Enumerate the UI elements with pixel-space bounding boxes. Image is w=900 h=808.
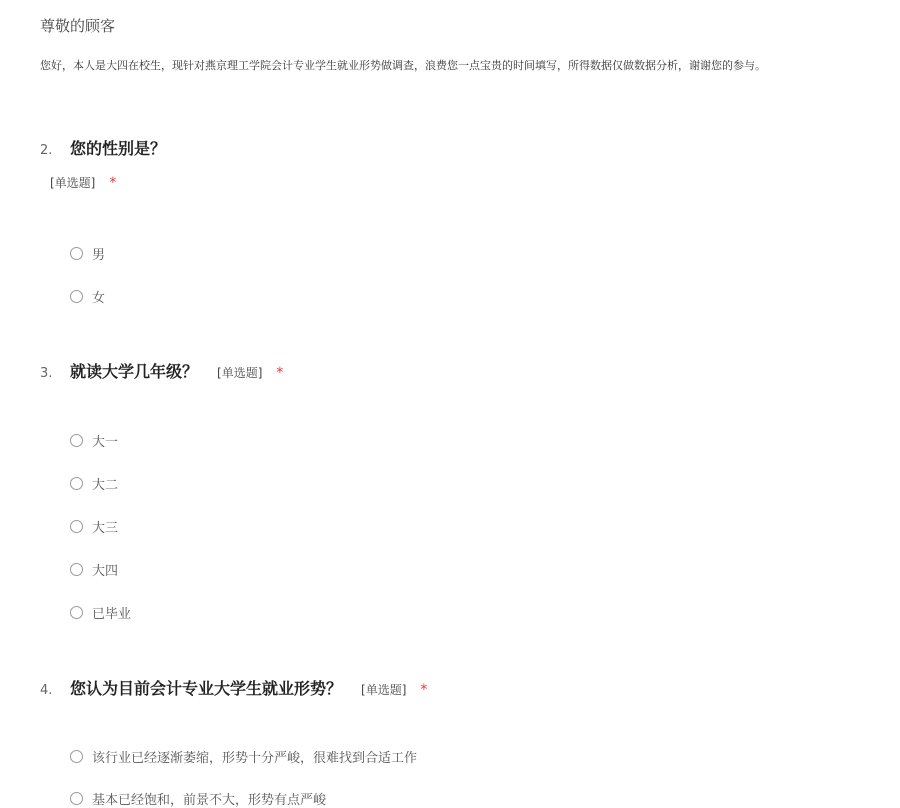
question-title: 您认为目前会计专业大学生就业形势？ xyxy=(70,679,343,698)
option-label: 基本已经饱和，前景不大，形势有点严峻 xyxy=(92,793,327,808)
required-marker: * xyxy=(420,682,428,698)
option-freshman[interactable] xyxy=(70,431,118,450)
option-junior[interactable] xyxy=(70,517,118,536)
question-4-header xyxy=(40,676,427,699)
option-label: 已毕业 xyxy=(92,607,132,622)
option-shrinking-severe[interactable] xyxy=(70,747,417,766)
option-label: 男 xyxy=(92,248,106,263)
option-label: 该行业已经逐渐萎缩，形势十分严峻，很难找到合适工作 xyxy=(92,751,418,766)
question-number: 4. xyxy=(40,683,53,698)
radio-unchecked-icon[interactable] xyxy=(70,434,83,447)
radio-unchecked-icon[interactable] xyxy=(70,290,83,303)
option-senior[interactable] xyxy=(70,560,118,579)
radio-unchecked-icon[interactable] xyxy=(70,606,83,619)
question-2-header xyxy=(40,136,166,159)
option-label: 大一 xyxy=(92,435,119,450)
question-title: 就读大学几年级？ xyxy=(70,362,199,381)
radio-unchecked-icon[interactable] xyxy=(70,520,83,533)
radio-unchecked-icon[interactable] xyxy=(70,563,83,576)
option-label: 女 xyxy=(92,291,106,306)
radio-unchecked-icon[interactable] xyxy=(70,750,83,763)
required-marker: * xyxy=(109,175,117,191)
required-marker: * xyxy=(276,365,284,381)
survey-intro: 您好，本人是大四在校生，现针对燕京理工学院会计专业学生就业形势做调查，浪费您一点宝贵的时间填写，所得数据仅做数据分析，谢谢您的参与。 xyxy=(40,59,766,72)
option-label: 大三 xyxy=(92,521,119,536)
question-type-label: [单选题] xyxy=(217,366,263,380)
option-label: 大二 xyxy=(92,478,119,493)
radio-unchecked-icon[interactable] xyxy=(70,792,83,805)
question-number: 2. xyxy=(40,143,53,158)
radio-unchecked-icon[interactable] xyxy=(70,477,83,490)
radio-unchecked-icon[interactable] xyxy=(70,247,83,260)
question-type-label: [单选题] xyxy=(361,683,407,697)
question-number: 3. xyxy=(40,366,53,381)
question-title: 您的性别是？ xyxy=(70,139,167,158)
option-graduated[interactable] xyxy=(70,603,131,622)
option-male[interactable] xyxy=(70,244,105,263)
greeting-title: 尊敬的顾客 xyxy=(40,17,116,35)
question-2-type xyxy=(50,174,116,191)
question-3-header xyxy=(40,359,283,382)
option-saturated[interactable] xyxy=(70,789,326,808)
option-female[interactable] xyxy=(70,287,105,306)
option-sophomore[interactable] xyxy=(70,474,118,493)
option-label: 大四 xyxy=(92,564,119,579)
question-type-label: [单选题] xyxy=(50,176,96,190)
